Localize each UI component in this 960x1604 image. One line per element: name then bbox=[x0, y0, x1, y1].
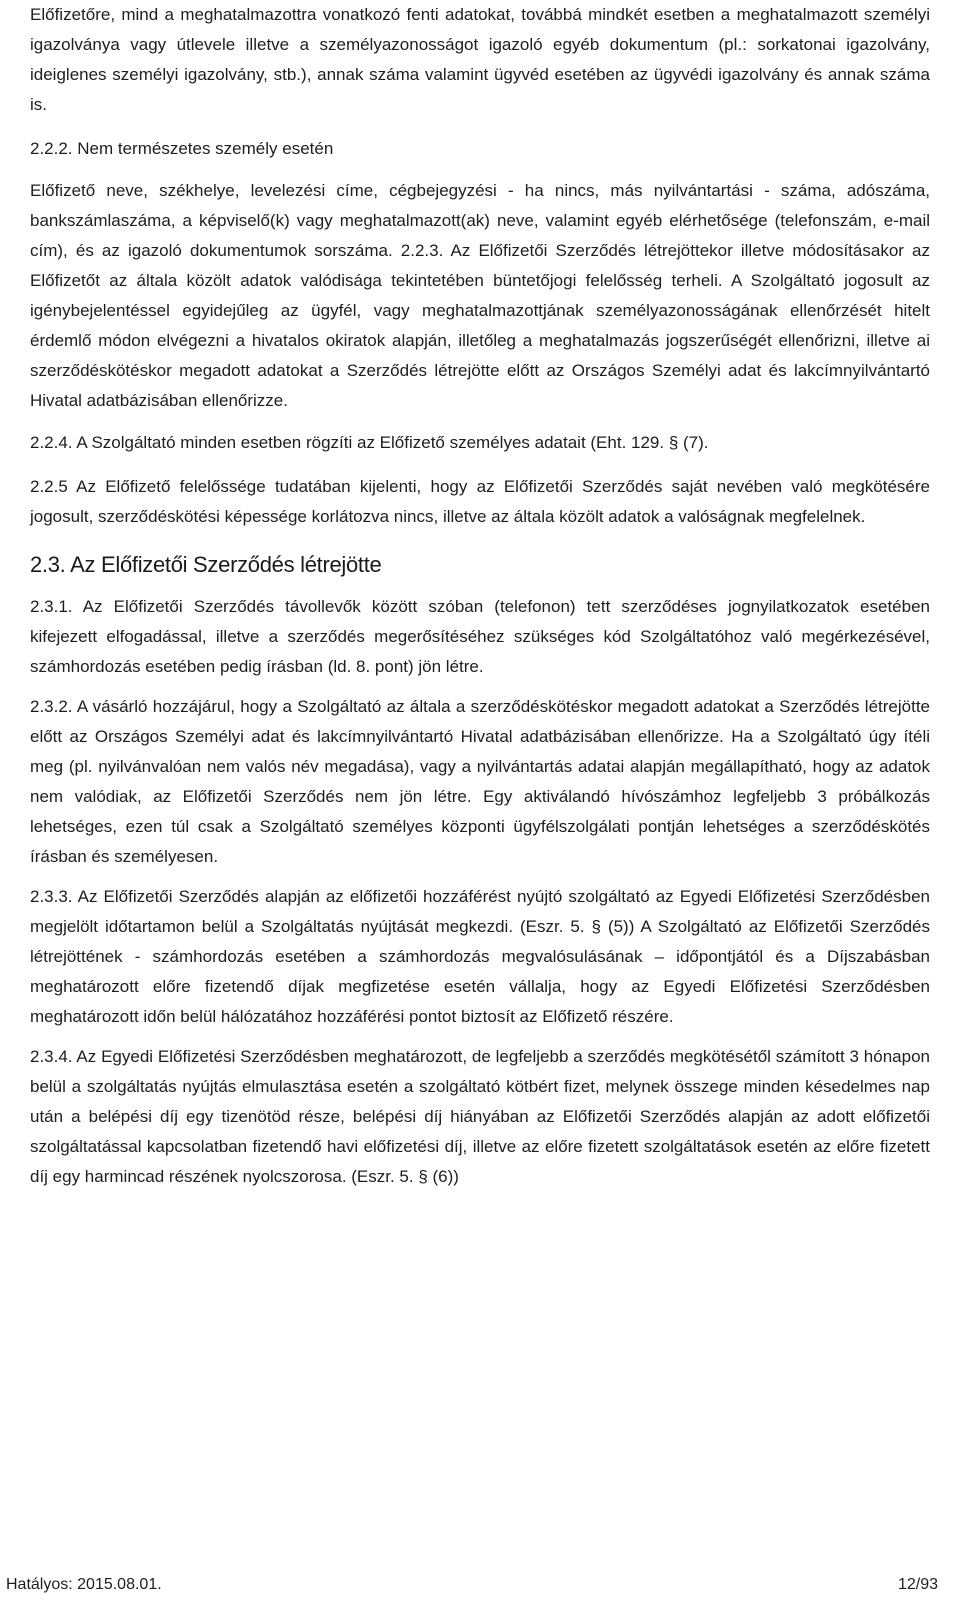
section-2-3-3: 2.3.3. Az Előfizetői Szerződés alapján az előfizetői hozzáférést nyújtó szolgáltató az Egyedi Előfizetési Szerződésben megjelölt időtartamon belül a Szolgáltatás nyújtását megkezdi. (Eszr. 5. § (5)) A Szolgáltató az Előfizetői Szerződés létrejöttének - számhordozás esetében a számhordozás megvalósulásának – időpontjától és a Díjszabásban meghatározott előre fizetendő díjak megfizetése esetén vállalja, hogy az Egyedi Előfizetési Szerződésben meghatározott időn belül hálózatához hozzáférési pontot biztosít az Előfizető részére. bbox=[30, 887, 930, 1026]
section-2-2-2-title: 2.2.2. Nem természetes személy esetén bbox=[30, 139, 334, 158]
footer-page-number: 12/93 bbox=[897, 1576, 938, 1593]
paragraph-intro: Előfizetőre, mind a meghatalmazottra vonatkozó fenti adatokat, továbbá mindkét esetben a meghatalmazott személyi igazolványa vagy útlevele illetve a személyazonosságot igazoló egyéb dokumentum (pl.: sorkatonai igazolvány, ideiglenes személyi igazolvány, stb.), annak száma valamint ügyvéd esetében az ügyvédi igazolvány és annak száma is. bbox=[30, 5, 930, 114]
section-2-3-1: 2.3.1. Az Előfizetői Szerződés távollevők között szóban (telefonon) tett szerződéses jognyilatkozatok esetében kifejezett elfogadással, illetve a szerződés megerősítéséhez szükséges kód Szolgáltatóhoz való megérkezésével, számhordozás esetében pedig írásban (ld. 8. pont) jön létre. bbox=[30, 597, 930, 676]
document-body bbox=[30, 0, 930, 1192]
footer-effective-date: Hatályos: 2015.08.01. bbox=[6, 1576, 162, 1593]
section-2-3-heading: 2.3. Az Előfizetői Szerződés létrejötte bbox=[30, 552, 382, 577]
section-2-2-4: 2.2.4. A Szolgáltató minden esetben rögzíti az Előfizető személyes adatait (Eht. 129. § (7). bbox=[30, 433, 709, 452]
section-2-2-5: 2.2.5 Az Előfizető felelőssége tudatában kijelenti, hogy az Előfizetői Szerződés saját nevében való megkötésére jogosult, szerződéskötési képessége korlátozva nincs, illetve az általa közölt adatok a valóságnak megfelelnek. bbox=[30, 477, 930, 526]
section-2-3-2: 2.3.2. A vásárló hozzájárul, hogy a Szolgáltató az általa a szerződéskötéskor megadott adatokat a Szerződés létrejötte előtt az Országos Személyi adat és lakcímnyilvántartó Hivatal adatbázisában ellenőrizze. Ha a Szolgáltató úgy ítéli meg (pl. nyilvánvalóan nem valós név megadása), vagy a nyilvántartás adatai alapján megállapítható, hogy az adatok nem valódiak, az Előfizetői Szerződés nem jön létre. Egy aktiválandó hívószámhoz legfeljebb 3 próbálkozás lehetséges, ezen túl csak a Szolgáltató személyes központi ügyfélszolgálati pontján lehetséges a szerződéskötés írásban és személyesen. bbox=[30, 697, 930, 866]
section-2-2-2-body: Előfizető neve, székhelye, levelezési címe, cégbejegyzési - ha nincs, más nyilvántartási - száma, adószáma, bankszámlaszáma, a képviselő(k) vagy meghatalmazott(ak) neve, valamint egyéb elérhetősége (telefonszám, e-mail cím), és az igazoló dokumentumok sorszáma. 2.2.3. Az Előfizetői Szerződés létrejöttekor illetve módosításakor az Előfizetőt az általa közölt adatok valódisága tekintetében büntetőjogi felelősség terheli. A Szolgáltató jogosult az igénybejelentéssel egyidejűleg az ügyfél, vagy meghatalmazottjának személyazonosságának ellenőrzését hitelt érdemlő módon elvégezni a hivatalos okiratok alapján, illetőleg a meghatalmazás jogszerűségét ellenőrizni, illetve ai szerződéskötéskor megadott adatokat a Szerződés létrejötte előtt az Országos Személyi adat és lakcímnyilvántartó Hivatal adatbázisában ellenőrizze. bbox=[30, 181, 930, 410]
section-2-3-4: 2.3.4. Az Egyedi Előfizetési Szerződésben meghatározott, de legfeljebb a szerződés megkötésétől számított 3 hónapon belül a szolgáltatás nyújtás elmulasztása esetén a szolgáltató kötbért fizet, melynek összege minden késedelmes nap után a belépési díj egy tizenötöd része, belépési díj hiányában az Előfizetői Szerződés alapján az adott előfizetői szolgáltatással kapcsolatban fizetendő havi előfizetési díj, illetve az előre fizetett szolgáltatások esetén az előre fizetett díj egy harmincad részének nyolcszorosa. (Eszr. 5. § (6)) bbox=[30, 1047, 930, 1186]
